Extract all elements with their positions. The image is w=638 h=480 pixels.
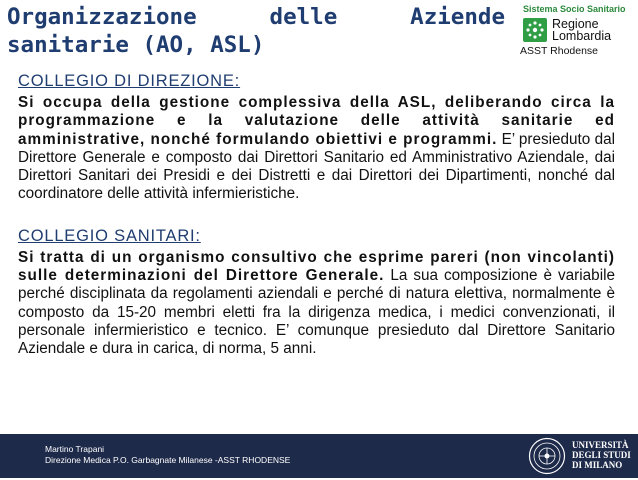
rosa-camuna-icon [523, 18, 547, 42]
university-seal-icon [528, 437, 566, 475]
section-normal-text: E’ presieduto dal Direttore Generale e composto dai Direttori Sanitario ed Amministrativo Aziendale, dai Direttori Sanitari dei Presidi e dei Distretti e dai Direttori dei Dipartimenti, nonché dal coordinatore delle attività infermieristiche. [18, 130, 615, 203]
section-text-collegio-direzione [18, 94, 615, 204]
section-normal-text: La sua composizione è variabile perché disciplinata da regolamenti aziendali e perché di natura elettiva, normalmente è composto da 15-20 membri eletti fra la dirigenza medica, i medici convenzionati, il personale infermieristico e tecnico. E’ comunque presieduto dal Direttore Sanitario Aziendale e dura in carica, di norma, 5 anni. [18, 267, 615, 358]
slide-body [18, 71, 615, 359]
logo-asst-name: ASST Rhodense [520, 45, 599, 57]
regione-lombardia-logo [516, 2, 636, 62]
footer-affiliation: Direzione Medica P.O. Garbagnate Milanese -ASST RHODENSE [45, 455, 291, 465]
section-heading-collegio-sanitari: COLLEGIO SANITARI: [18, 226, 201, 245]
section-text-collegio-sanitari [18, 249, 615, 359]
section-bold-text: Si tratta di un organismo consultivo che esprime pareri (non vincolanti) sulle determinazioni del Direttore Generale. [18, 248, 615, 285]
slide-title: Organizzazione delle Aziende sanitarie (AO, ASL) [7, 4, 505, 58]
section-heading-collegio-direzione: COLLEGIO DI DIREZIONE: [18, 72, 241, 90]
slide-footer [0, 434, 638, 478]
section-bold-text: Si occupa della gestione complessiva della ASL, deliberando circa la programmazione e la valutazione delle attività sanitarie ed amministrative, nonché formulando obiettivi e programmi. [18, 94, 615, 148]
university-name: UNIVERSITÀ DEGLI STUDI DI MILANO [572, 440, 631, 470]
slide-header [0, 0, 638, 66]
footer-author: Martino Trapani [45, 444, 105, 454]
logo-top-text: Sistema Socio Sanitario [523, 4, 626, 14]
logo-region-name: Regione Lombardia [552, 17, 612, 43]
footer-credits [45, 444, 290, 466]
